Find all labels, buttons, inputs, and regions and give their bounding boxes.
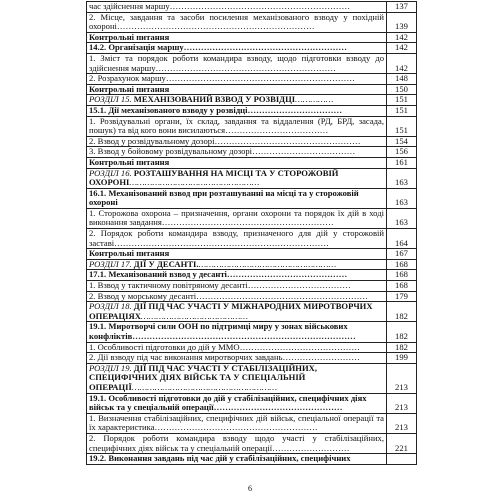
chapter-label: РОЗДІЛ 16. [89, 167, 132, 178]
toc-page-number: 139 [387, 12, 417, 32]
toc-item: 1. Визначення стабілізаційних, специфічних дій військ, спеціальної операції та їх характеристика………………………………………………… [87, 413, 387, 433]
toc-row [87, 74, 417, 85]
toc-chapter-title [87, 95, 387, 106]
toc-page-number: 213 [387, 393, 417, 413]
toc-row [87, 322, 417, 342]
toc-page-number: 168 [387, 259, 417, 270]
toc-row [87, 43, 417, 54]
toc-chapter-title [87, 168, 387, 188]
toc-row [87, 168, 417, 188]
toc-row [87, 105, 417, 116]
toc-row [87, 208, 417, 228]
toc-item: 3. Взвод у бойовому розвідувальному дозорі……………………………… [87, 147, 387, 158]
toc-chapter-title [87, 363, 387, 393]
toc-item: 2. Порядок роботи командира взводу щодо участі у стабілізаційних, специфічних діях військ та у спеціальній операції……………………… [87, 433, 387, 453]
toc-row [87, 147, 417, 158]
toc-page-number: 142 [387, 43, 417, 54]
toc-page-number: 154 [387, 136, 417, 147]
toc-page-number: 213 [387, 413, 417, 433]
toc-row [87, 84, 417, 95]
toc-item: час здійснення маршу……………………………………………………… [87, 2, 387, 13]
toc-page-number: 163 [387, 188, 417, 208]
chapter-heading: РОЗТАШУВАННЯ НА МІСЦІ ТА У СТОРОЖОВІЙ ОХОРОНІ [89, 167, 339, 188]
toc-page-number: 213 [387, 363, 417, 393]
toc-item: 2. Дії взводу під час виконання миротворчих завдань……………………… [87, 353, 387, 364]
toc-control-questions: Контрольні питання [87, 157, 387, 168]
toc-row [87, 433, 417, 453]
toc-row [87, 53, 417, 73]
chapter-heading: ДІЇ У ДЕСАНТІ. [133, 258, 199, 269]
toc-row [87, 116, 417, 136]
toc-row [87, 281, 417, 292]
table-of-contents [86, 1, 417, 465]
toc-row [87, 157, 417, 168]
toc-section-title: 14.2. Організація маршу………………………………………………… [87, 43, 387, 54]
toc-row [87, 413, 417, 433]
toc-control-questions: Контрольні питання [87, 249, 387, 260]
toc-page-number: 163 [387, 168, 417, 188]
toc-page-number: 182 [387, 302, 417, 322]
toc-page-number: 151 [387, 105, 417, 116]
toc-page-number: 161 [387, 157, 417, 168]
chapter-heading: ДІЇ ПІД ЧАС УЧАСТІ У МІЖНАРОДНИХ МИРОТВОРЧИХ ОПЕРАЦІЯХ [89, 301, 373, 321]
chapter-heading: ДІЇ ПІД ЧАС УЧАСТІ У СТАБІЛІЗАЦІЙНИХ, СПЕЦИФІЧНИХ ДІЯХ ВІЙСЬК ТА У СПЕЦІАЛЬНІЙ ОПЕРАЦІЇ [89, 362, 318, 392]
toc-row [87, 2, 417, 13]
toc-page-number: 168 [387, 281, 417, 292]
toc-page-number [387, 454, 417, 465]
toc-row [87, 188, 417, 208]
chapter-label: РОЗДІЛ 17. [89, 258, 132, 269]
toc-row [87, 12, 417, 32]
chapter-label: РОЗДІЛ 18. [89, 301, 132, 312]
toc-row [87, 249, 417, 260]
toc-item: 2. Розрахунок маршу………………………………………………………… [87, 74, 387, 85]
toc-page-number: 151 [387, 116, 417, 136]
toc-row [87, 302, 417, 322]
toc-control-questions: Контрольні питання [87, 32, 387, 43]
leader-dots: …………………………………… [140, 310, 248, 321]
chapter-heading: МЕХАНІЗОВАНИЙ ВЗВОД У РОЗВІДЦІ [133, 94, 296, 105]
toc-row [87, 136, 417, 147]
toc-page-number: 150 [387, 84, 417, 95]
toc-section-title: 15.1. Дії механізованого взводу у розвідці…………………………… [87, 105, 387, 116]
toc-page-number: 168 [387, 270, 417, 281]
page-number: 6 [248, 484, 252, 493]
toc-page-number: 221 [387, 433, 417, 453]
toc-row [87, 291, 417, 302]
toc-page-number: 137 [387, 2, 417, 13]
toc-page-number: 148 [387, 74, 417, 85]
leader-dots: …………………………………………… [129, 177, 260, 188]
toc-chapter-title [87, 302, 387, 322]
toc-page-number: 179 [387, 291, 417, 302]
toc-section-title: 19.1. Особливості підготовки до дій у стабілізаційних, специфічних діях військ та у спеціальній операції……………………………………… [87, 393, 387, 413]
toc-page-number: 156 [387, 147, 417, 158]
toc-row [87, 95, 417, 106]
chapter-label: РОЗДІЛ 15. [89, 94, 132, 105]
toc-page-number: 151 [387, 95, 417, 106]
toc-control-questions: Контрольні питання [87, 84, 387, 95]
toc-item: 2. Взвод у розвідувальному дозорі…………………………………………… [87, 136, 387, 147]
toc-item: 1. Розвідувальні органи, їх склад, завдання та віддалення (РД, БРД, засада, пошук) та від кого вони висилаються……………………………… [87, 116, 387, 136]
toc-item: 2. Порядок роботи командира взводу, призначеного для дій у сторожовій заставі………………………………………………………………… [87, 229, 387, 249]
toc-page-number: 182 [387, 322, 417, 342]
toc-item: 1. Сторожова охорона – призначення, органи охорони та порядок їх дій в ході виконання завдання…………………………………………………… [87, 208, 387, 228]
toc-section-title: 19.1. Миротворчі сили ООН по підтримці миру у зонах військових конфліктів…………………………………………………………………… [87, 322, 387, 342]
toc-item: 2. Місце, завдання та засоби посилення механізованого взводу у похідній охороні…………………………………………………………… [87, 12, 387, 32]
leader-dots: …………… [295, 94, 334, 105]
leader-dots: ……………………………………………… [198, 258, 337, 269]
toc-chapter-title [87, 259, 387, 270]
toc-section-title: 19.2. Виконання завдань під час дій у стабілізаційних, специфічних [87, 454, 387, 465]
toc-item: 1. Зміст та порядок роботи командира взводу, щодо підготовки взводу до здійснення маршу……………………………………………………… [87, 53, 387, 73]
toc-row [87, 454, 417, 465]
toc-page-number: 163 [387, 208, 417, 228]
leader-dots: ………………………………………………… [131, 381, 278, 392]
toc-section-title: 17.1. Механізований взвод у десанті…………………………………… [87, 270, 387, 281]
chapter-label: РОЗДІЛ 19. [89, 362, 132, 373]
toc-item: 1. Взвод у тактичному повітряному десанті……………………………… [87, 281, 387, 292]
toc-row [87, 270, 417, 281]
toc-row [87, 259, 417, 270]
toc-page-number: 167 [387, 249, 417, 260]
toc-row [87, 229, 417, 249]
toc-row [87, 363, 417, 393]
toc-section-title: 16.1. Механізований взвод при розташуванні на місці та у сторожовій охороні [87, 188, 387, 208]
toc-item: 1. Особливості підготовки до дій у ММО…………………………………… [87, 342, 387, 353]
toc-page-number: 182 [387, 342, 417, 353]
toc-item: 2. Взвод у морському десанті…………………………………………………… [87, 291, 387, 302]
toc-page-number: 199 [387, 353, 417, 364]
toc-page-number: 142 [387, 53, 417, 73]
toc-page-number: 164 [387, 229, 417, 249]
toc-row [87, 342, 417, 353]
toc-row [87, 32, 417, 43]
toc-row [87, 353, 417, 364]
toc-page-number: 142 [387, 32, 417, 43]
toc-row [87, 393, 417, 413]
